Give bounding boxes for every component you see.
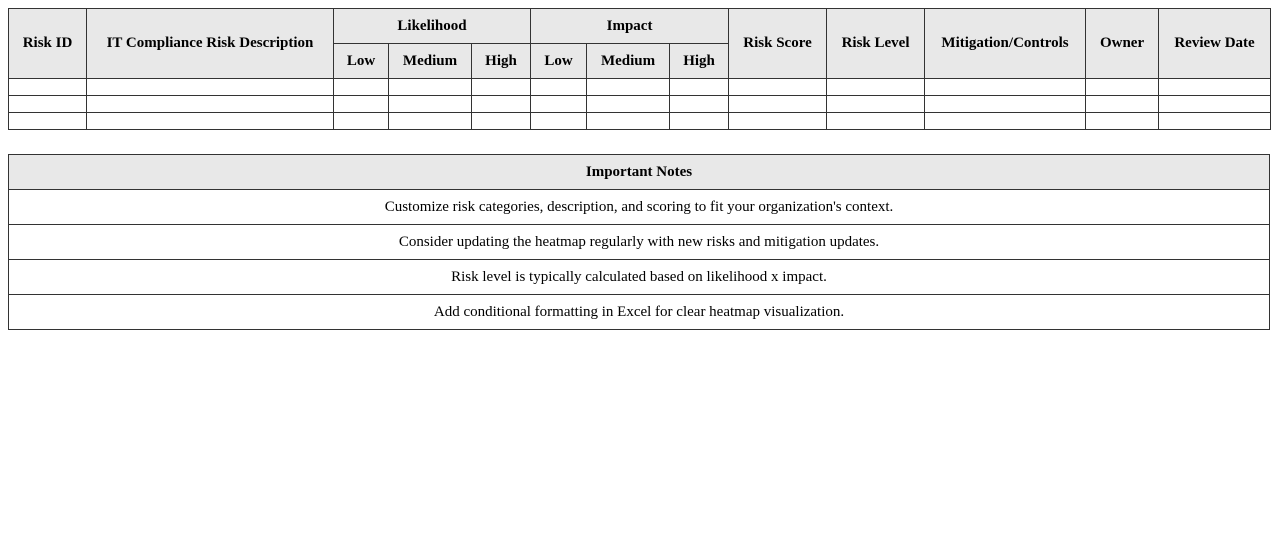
- cell-mitigation[interactable]: [925, 96, 1086, 113]
- cell-impact-low[interactable]: [531, 113, 587, 130]
- cell-risk-id[interactable]: [9, 96, 87, 113]
- cell-risk-id[interactable]: [9, 79, 87, 96]
- note-row: [9, 190, 1270, 225]
- cell-likelihood-high[interactable]: [472, 96, 531, 113]
- header-risk-level: Risk Level: [827, 9, 925, 79]
- notes-header-row: [9, 155, 1270, 190]
- cell-impact-high[interactable]: [670, 96, 729, 113]
- header-likelihood-low: Low: [334, 44, 389, 79]
- cell-risk-level[interactable]: [827, 96, 925, 113]
- cell-impact-low[interactable]: [531, 96, 587, 113]
- risk-heatmap-table: [8, 8, 1271, 130]
- cell-risk-id[interactable]: [9, 113, 87, 130]
- header-impact-low: Low: [531, 44, 587, 79]
- cell-mitigation[interactable]: [925, 113, 1086, 130]
- cell-likelihood-low[interactable]: [334, 79, 389, 96]
- header-mitigation: Mitigation/Controls: [925, 9, 1086, 79]
- header-likelihood-high: High: [472, 44, 531, 79]
- table-row: [9, 79, 1271, 96]
- cell-likelihood-high[interactable]: [472, 113, 531, 130]
- cell-impact-medium[interactable]: [587, 113, 670, 130]
- cell-likelihood-low[interactable]: [334, 113, 389, 130]
- cell-likelihood-medium[interactable]: [389, 113, 472, 130]
- cell-description[interactable]: [87, 96, 334, 113]
- note-item: Add conditional formatting in Excel for clear heatmap visualization.: [9, 295, 1270, 330]
- header-risk-score: Risk Score: [729, 9, 827, 79]
- cell-owner[interactable]: [1086, 79, 1159, 96]
- cell-risk-score[interactable]: [729, 113, 827, 130]
- cell-risk-level[interactable]: [827, 113, 925, 130]
- cell-impact-medium[interactable]: [587, 79, 670, 96]
- cell-review-date[interactable]: [1159, 113, 1271, 130]
- notes-title: Important Notes: [9, 155, 1270, 190]
- note-item: Consider updating the heatmap regularly with new risks and mitigation updates.: [9, 225, 1270, 260]
- important-notes-table: [8, 154, 1270, 330]
- cell-owner[interactable]: [1086, 113, 1159, 130]
- header-review-date: Review Date: [1159, 9, 1271, 79]
- cell-mitigation[interactable]: [925, 79, 1086, 96]
- table-row: [9, 113, 1271, 130]
- cell-description[interactable]: [87, 79, 334, 96]
- cell-impact-low[interactable]: [531, 79, 587, 96]
- header-owner: Owner: [1086, 9, 1159, 79]
- header-likelihood-medium: Medium: [389, 44, 472, 79]
- table-row: [9, 96, 1271, 113]
- header-impact-medium: Medium: [587, 44, 670, 79]
- cell-impact-medium[interactable]: [587, 96, 670, 113]
- cell-owner[interactable]: [1086, 96, 1159, 113]
- header-risk-id: Risk ID: [9, 9, 87, 79]
- cell-likelihood-medium[interactable]: [389, 79, 472, 96]
- cell-risk-score[interactable]: [729, 96, 827, 113]
- cell-likelihood-medium[interactable]: [389, 96, 472, 113]
- header-impact: Impact: [531, 9, 729, 44]
- cell-impact-high[interactable]: [670, 79, 729, 96]
- header-description: IT Compliance Risk Description: [87, 9, 334, 79]
- cell-risk-level[interactable]: [827, 79, 925, 96]
- cell-description[interactable]: [87, 113, 334, 130]
- cell-review-date[interactable]: [1159, 96, 1271, 113]
- cell-review-date[interactable]: [1159, 79, 1271, 96]
- cell-impact-high[interactable]: [670, 113, 729, 130]
- note-row: [9, 295, 1270, 330]
- note-item: Risk level is typically calculated based on likelihood x impact.: [9, 260, 1270, 295]
- note-row: [9, 260, 1270, 295]
- note-row: [9, 225, 1270, 260]
- cell-risk-score[interactable]: [729, 79, 827, 96]
- header-impact-high: High: [670, 44, 729, 79]
- note-item: Customize risk categories, description, and scoring to fit your organization's context.: [9, 190, 1270, 225]
- cell-likelihood-high[interactable]: [472, 79, 531, 96]
- header-likelihood: Likelihood: [334, 9, 531, 44]
- cell-likelihood-low[interactable]: [334, 96, 389, 113]
- header-row-top: [9, 9, 1271, 44]
